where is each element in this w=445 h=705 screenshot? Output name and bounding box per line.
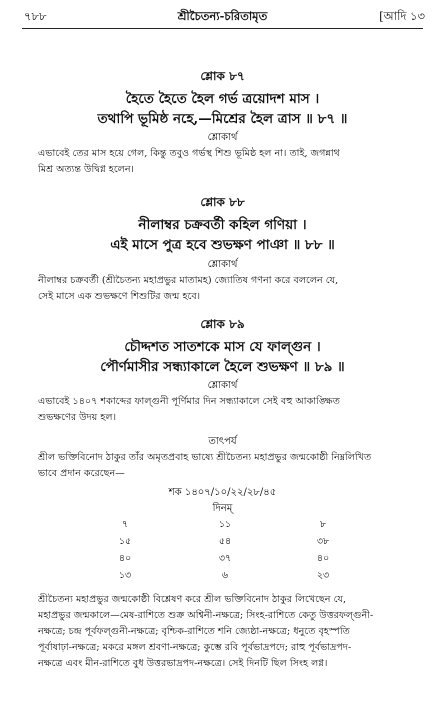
table-cell: ৩৭ [218, 553, 232, 564]
table-cell: ৭ [121, 519, 129, 530]
table-cell: ৩৮ [316, 536, 330, 547]
translation-88-line: নীলাম্বর চক্রবর্তী (শ্রীচৈতন্য মহাপ্রভুর মাতামহ) জ্যোতিষ গণনা করে বললেন যে, [38, 275, 339, 286]
purport-body [38, 592, 413, 672]
translation-89-line: এভাবেই ১৪০৭ শকাব্দের ফাল্গুনী পূর্ণিমার দিন সন্ধ্যাকালে সেই বহু আকাঙ্ক্ষিত [38, 396, 340, 407]
table-cell: ২৩ [316, 570, 330, 581]
translation-89-line: শুভক্ষণের উদয় হল। [38, 412, 116, 423]
table-cell: ৫৪ [218, 536, 232, 547]
purport-line: নক্ষত্রে এবং মীন-রাশিতে বুধ উত্তরভাদ্রপদ-নক্ষত্রে। সেই দিনটি ছিল সিংহ লগ্ন। [38, 658, 328, 669]
table-cell: ৪০ [118, 553, 132, 564]
table-row [0, 569, 445, 583]
translation-89 [38, 394, 413, 426]
purport-intro [38, 450, 413, 482]
purport-line: নক্ষত্রে; চন্দ্র পূর্বফল্গুনী-নক্ষত্রে; বৃশ্চিক-রাশিতে শনি জ্যেষ্ঠা-নক্ষত্রে; ধনুতে বৃহস্পতি [38, 626, 350, 637]
verse-88-heading: শ্লোক ৮৮ [200, 195, 245, 209]
table-row [0, 535, 445, 549]
section-marker: [আদি ১৩ [379, 9, 425, 23]
purport-intro-line: ভাবে প্রদান করেছেন— [38, 468, 125, 479]
table-row [0, 552, 445, 566]
verse-89-line-2: পৌর্ণমাসীর সন্ধ্যাকালে হৈলে শুভক্ষণ ॥ ৮৯ ॥ [100, 359, 345, 375]
verse-87-line-2: তথাপি ভূমিষ্ঠ নহে,—মিশ্রের হৈল ত্রাস ॥ ৮৭ ॥ [97, 111, 348, 127]
page-number: ৭৮৮ [24, 9, 47, 23]
book-title: শ্রীচৈতন্য-চরিতামৃত [177, 9, 268, 23]
purport-line: মহাপ্রভুর জন্মকালে—মেষ-রাশিতে শুক্র অশ্বিনী-নক্ষত্রে; সিংহ-রাশিতে কেতু উত্তরফল্গুনী- [38, 610, 374, 621]
purport-intro-line: শ্রীল ভক্তিবিনোদ ঠাকুর তাঁর অমৃতপ্রবাহ ভাষ্যে শ্রীচৈতন্য মহাপ্রভুর জন্মকোষ্ঠী নিম্নলিখিত [38, 452, 372, 463]
verse-88-line-2: এই মাসে পুত্র হবে শুভক্ষণ পাঞা ॥ ৮৮ ॥ [110, 237, 335, 253]
running-header [14, 6, 431, 30]
table-cell: ১৫ [118, 536, 132, 547]
translation-87-line: মিশ্র অত্যন্ত উদ্বিগ্ন হলেন। [38, 164, 134, 175]
table-cell: ৪০ [316, 553, 330, 564]
translation-87-line: এভাবেই তের মাস হয়ে গেল, কিন্তু তবুও গর্ভস্থ শিশু ভূমিষ্ঠ হল না। তাই, জগন্নাথ [38, 148, 340, 159]
translation-label-87: শ্লোকার্থ [207, 132, 238, 143]
verse-89-line-1: চৌদ্দশত সাতশকে মাস যে ফাল্গুন । [124, 339, 321, 355]
verse-88-line-1: নীলাম্বর চক্রবর্তী কহিল গণিয়া । [138, 217, 307, 233]
header-rule [22, 28, 423, 29]
purport-label: তাৎপর্য [208, 436, 237, 447]
table-row [0, 518, 445, 532]
table-cell: ১৩ [118, 570, 132, 581]
table-cell: ১১ [218, 519, 232, 530]
verse-89-heading: শ্লোক ৮৯ [200, 317, 245, 331]
purport-line: পূর্বাষাঢ়া-নক্ষত্রে; মকরে মঙ্গল শ্রবণা-নক্ষত্রে; কুম্ভে রবি পূর্বভাদ্রপদে; রাহু পূর্বভাদ্রপদ- [38, 642, 352, 653]
translation-label-89: শ্লোকার্থ [207, 380, 238, 391]
translation-87 [38, 146, 413, 178]
dinam-label: দিনম্‌ [212, 503, 233, 514]
translation-88-line: সেই মাসে এক শুভক্ষণে শিশুটির জন্ম হবে। [38, 291, 201, 302]
table-cell: ৬ [221, 570, 229, 581]
translation-label-88: শ্লোকার্থ [207, 259, 238, 270]
verse-87-heading: শ্লোক ৮৭ [200, 69, 245, 83]
translation-88 [38, 273, 413, 305]
verse-87-line-1: হৈতে হৈতে হৈল গর্ভ ত্রয়োদশ মাস । [125, 91, 320, 107]
purport-line: শ্রীচৈতন্য মহাপ্রভুর জন্মকোষ্ঠী বিশ্লেষণ করে শ্রীল ভক্তিবিনোদ ঠাকুর লিখেছেন যে, [38, 594, 347, 605]
shaka-date: শক ১৪০৭/১০/২২/২৮/৪৫ [168, 487, 277, 498]
table-cell: ৮ [319, 519, 327, 530]
